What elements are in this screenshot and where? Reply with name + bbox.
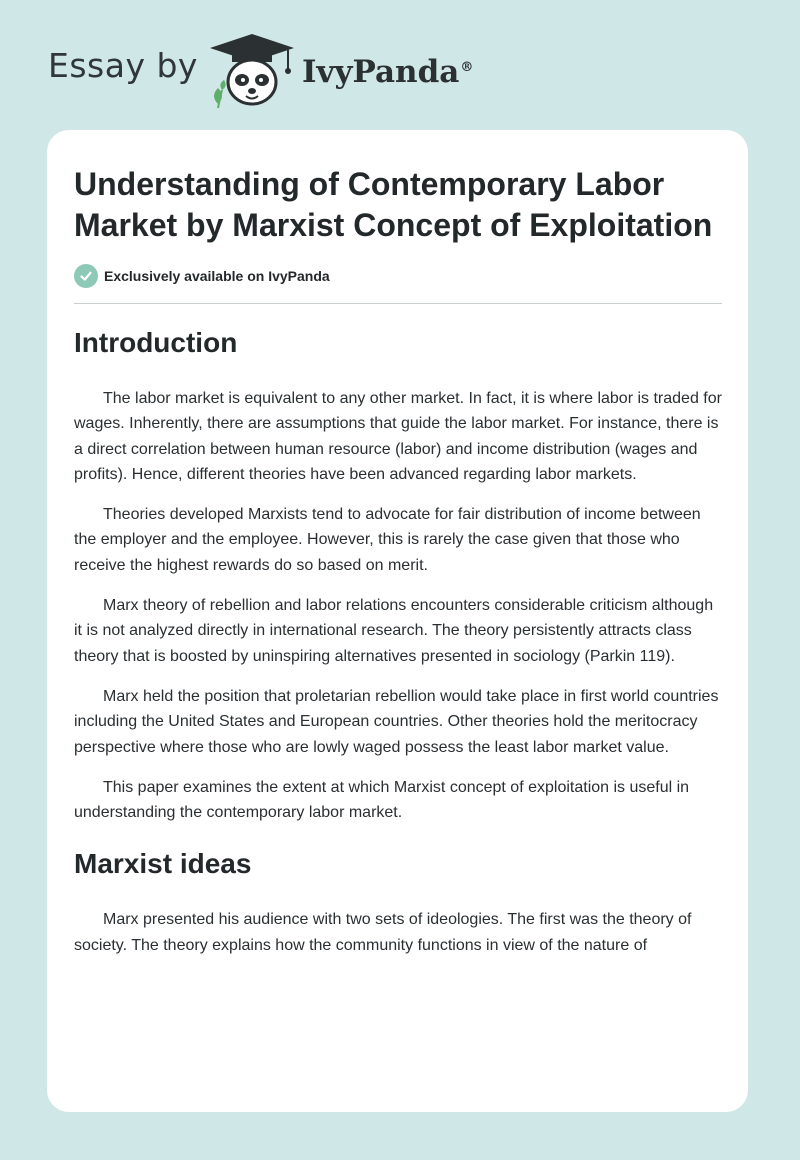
paragraph: The labor market is equivalent to any other market. In fact, it is where labor is traded for wages. Inherently, there are assumptions that guide the labor market. For instance, there is a direct correlation between human resource (labor) and income distribution (wages and profits). Hence, different theories have been advanced regarding labor markets. — [74, 390, 722, 483]
paragraph: This paper examines the extent at which Marxist concept of exploitation is useful in understanding the contemporary labor market. — [74, 778, 690, 822]
panda-graduate-icon — [208, 30, 296, 110]
registered-mark: ® — [460, 59, 474, 75]
article-title: Understanding of Contemporary Labor Market by Marxist Concept of Exploitation — [74, 166, 713, 243]
site-header — [48, 30, 473, 110]
brand-name: IvyPanda® — [301, 54, 474, 90]
paragraph: Marx theory of rebellion and labor relations encounters considerable criticism although it is not analyzed directly in international research. The theory persistently attracts class theory that is boosted by uninspiring alternatives presented in sociology (Parkin 119). — [74, 597, 714, 665]
paragraph: Marx held the position that proletarian rebellion would take place in first world countries including the United States and European countries. Other theories hold the meritocracy perspective where those who are lowly waged possess the least labor market value. — [74, 687, 719, 756]
section-heading-marxist-ideas: Marxist ideas — [74, 848, 252, 880]
ivypanda-logo[interactable] — [208, 30, 473, 110]
check-icon — [74, 264, 98, 288]
paragraph: Theories developed Marxists tend to advocate for fair distribution of income between the employer and the employee. However, this is rarely the case given that those who receive the highest rewards do so based on merit. — [74, 506, 701, 574]
exclusive-label: Exclusively available on IvyPanda — [104, 268, 330, 284]
paragraph: Marx presented his audience with two sets of ideologies. The first was the theory of society. The theory explains how the community functions in view of the nature of — [74, 911, 692, 954]
essay-by-label: Essay by — [48, 45, 198, 85]
section-heading-introduction: Introduction — [74, 327, 238, 358]
exclusive-badge — [74, 264, 722, 288]
divider — [74, 303, 722, 304]
article-card — [47, 130, 748, 1112]
